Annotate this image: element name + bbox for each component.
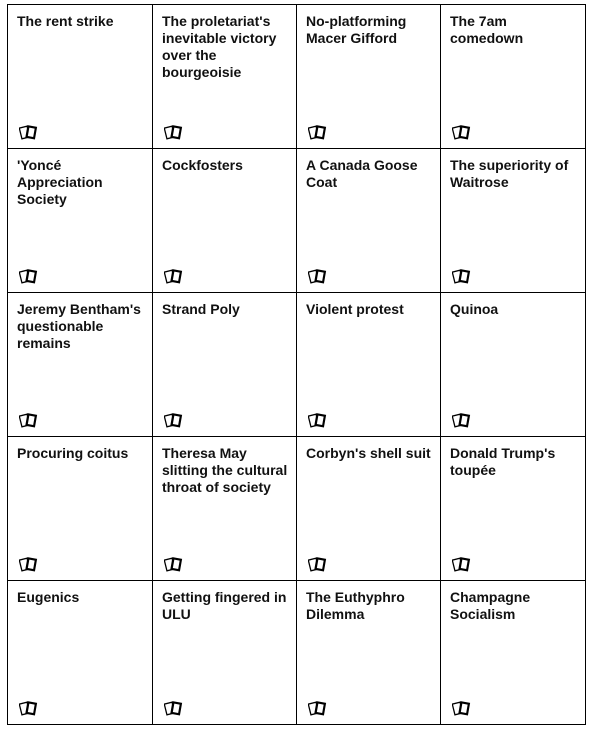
answer-card [441,5,586,149]
card-text: Quinoa [450,301,499,317]
card-text: The proletariat's inevitable victory over the bourgeoisie [162,13,277,80]
cards-icon [164,412,184,428]
answer-card [8,5,153,149]
card-text: Donald Trump's toupée [450,445,556,478]
cards-icon [452,412,472,428]
cards-icon [19,268,39,284]
cards-icon [452,556,472,572]
cards-icon [19,124,39,140]
answer-card [153,437,297,581]
card-text: 'Yoncé Appreciation Society [17,157,103,207]
answer-card [441,293,586,437]
cards-icon [19,700,39,716]
card-text: Jeremy Bentham's questionable remains [17,301,141,351]
answer-card [297,437,441,581]
card-text: Getting fingered in ULU [162,589,287,622]
answer-card [8,293,153,437]
card-text: Strand Poly [162,301,240,317]
card-text: Procuring coitus [17,445,129,461]
cards-icon [19,556,39,572]
cards-icon [452,700,472,716]
cards-icon [452,124,472,140]
answer-card [153,293,297,437]
card-text: Theresa May slitting the cultural throat of society [162,445,288,495]
answer-card [8,437,153,581]
cards-icon [164,700,184,716]
answer-card [297,293,441,437]
answer-card [441,437,586,581]
card-text: Violent protest [306,301,404,317]
answer-card [153,149,297,293]
cards-icon [452,268,472,284]
cards-icon [308,700,328,716]
card-text: No-platforming Macer Gifford [306,13,407,46]
cards-icon [308,268,328,284]
answer-card [297,5,441,149]
card-text: The superiority of Waitrose [450,157,569,190]
card-text: The rent strike [17,13,114,29]
answer-card [153,5,297,149]
cards-icon [19,412,39,428]
answer-card [153,581,297,725]
cards-icon [308,124,328,140]
card-text: Cockfosters [162,157,243,173]
card-text: The 7am comedown [450,13,524,46]
answer-card [297,581,441,725]
card-text: Eugenics [17,589,80,605]
cards-icon [308,412,328,428]
card-text: Champagne Socialism [450,589,531,622]
answer-card [297,149,441,293]
answer-card [8,149,153,293]
card-text: Corbyn's shell suit [306,445,431,461]
cards-icon [164,124,184,140]
card-text: A Canada Goose Coat [306,157,418,190]
answer-card [441,581,586,725]
card-text: The Euthyphro Dilemma [306,589,405,622]
answer-card [441,149,586,293]
answer-card [8,581,153,725]
cards-icon [308,556,328,572]
cards-icon [164,268,184,284]
cards-icon [164,556,184,572]
card-sheet [7,4,586,725]
